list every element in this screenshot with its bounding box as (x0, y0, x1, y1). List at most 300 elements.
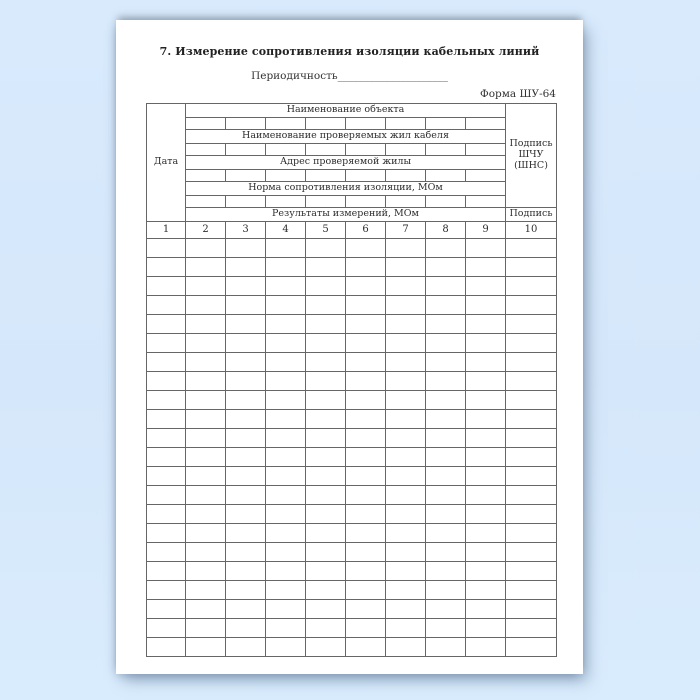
empty-cell (186, 277, 226, 296)
empty-cell (306, 118, 346, 130)
empty-cell (426, 296, 466, 315)
empty-cell (186, 118, 226, 130)
empty-cell (186, 372, 226, 391)
empty-cell (506, 543, 557, 562)
empty-cell (346, 296, 386, 315)
empty-cell (147, 524, 186, 543)
empty-cell (346, 486, 386, 505)
empty-cell (506, 391, 557, 410)
empty-cell (147, 353, 186, 372)
empty-cell (306, 277, 346, 296)
empty-cell (147, 486, 186, 505)
empty-cell (186, 353, 226, 372)
empty-cell (466, 543, 506, 562)
empty-cell (506, 486, 557, 505)
empty-cell (386, 315, 426, 334)
empty-cell (386, 486, 426, 505)
empty-cell (386, 467, 426, 486)
empty-cell (226, 144, 266, 156)
empty-cell (386, 638, 426, 657)
empty-cell (306, 353, 346, 372)
empty-cell (226, 277, 266, 296)
empty-cell (426, 372, 466, 391)
periodicity-line (116, 70, 583, 82)
column-number-cell: 9 (466, 222, 506, 239)
empty-cell (426, 353, 466, 372)
body-row (147, 448, 557, 467)
empty-cell (306, 296, 346, 315)
body-row (147, 486, 557, 505)
body-row (147, 372, 557, 391)
empty-cell (426, 315, 466, 334)
column-number-cell: 6 (346, 222, 386, 239)
section-header-cell: Наименование объекта (186, 104, 506, 118)
empty-cell (426, 277, 466, 296)
empty-cell (426, 239, 466, 258)
empty-cell (466, 353, 506, 372)
empty-cell (506, 410, 557, 429)
empty-cell (506, 372, 557, 391)
empty-cell (346, 391, 386, 410)
empty-cell (226, 391, 266, 410)
empty-cell (346, 581, 386, 600)
empty-cell (506, 296, 557, 315)
empty-cell (466, 372, 506, 391)
empty-cell (426, 118, 466, 130)
empty-cell (186, 296, 226, 315)
empty-cell (226, 315, 266, 334)
empty-cell (306, 600, 346, 619)
section-header-cell: Наименование проверяемых жил кабеля (186, 130, 506, 144)
empty-cell (506, 581, 557, 600)
empty-cell (147, 600, 186, 619)
periodicity-label: Периодичность (251, 70, 338, 82)
empty-cell (186, 410, 226, 429)
empty-cell (266, 170, 306, 182)
empty-cell (147, 467, 186, 486)
empty-cell (226, 638, 266, 657)
empty-cell (266, 505, 306, 524)
empty-cell (426, 638, 466, 657)
empty-cell (466, 600, 506, 619)
empty-cell (186, 196, 226, 208)
empty-cell (266, 486, 306, 505)
empty-cell (466, 170, 506, 182)
empty-cell (266, 638, 306, 657)
empty-cell (266, 353, 306, 372)
empty-cell (506, 239, 557, 258)
empty-cell (466, 391, 506, 410)
empty-cell (226, 410, 266, 429)
empty-cell (346, 258, 386, 277)
empty-cell (186, 334, 226, 353)
empty-cell (266, 619, 306, 638)
empty-cell (306, 448, 346, 467)
empty-cell (226, 239, 266, 258)
empty-cell (346, 372, 386, 391)
empty-cell (186, 619, 226, 638)
column-number-cell: 2 (186, 222, 226, 239)
empty-cell (186, 170, 226, 182)
empty-cell (226, 505, 266, 524)
body-row (147, 410, 557, 429)
empty-cell (226, 118, 266, 130)
sign-header-cell: Подпись ШЧУ (ШНС) (506, 104, 557, 208)
body-row (147, 391, 557, 410)
empty-cell (386, 353, 426, 372)
empty-cell (226, 600, 266, 619)
empty-cell (306, 524, 346, 543)
label-row (147, 182, 557, 196)
empty-cell (186, 543, 226, 562)
body-row (147, 277, 557, 296)
empty-cell (506, 467, 557, 486)
empty-cell (346, 467, 386, 486)
empty-cell (306, 315, 346, 334)
empty-cell (466, 315, 506, 334)
sign-column-header-cell: Подпись (506, 208, 557, 222)
empty-cell (147, 334, 186, 353)
empty-cell (506, 277, 557, 296)
empty-cell (346, 334, 386, 353)
body-row (147, 619, 557, 638)
empty-cell (466, 448, 506, 467)
empty-cell (506, 258, 557, 277)
empty-cell (386, 118, 426, 130)
empty-cell (506, 448, 557, 467)
empty-cell (147, 277, 186, 296)
empty-cell (386, 543, 426, 562)
empty-cell (306, 638, 346, 657)
empty-cell (147, 410, 186, 429)
empty-cell (466, 239, 506, 258)
empty-cell (266, 258, 306, 277)
body-row (147, 505, 557, 524)
body-row (147, 334, 557, 353)
results-header-cell: Результаты измерений, МОм (186, 208, 506, 222)
column-number-cell: 5 (306, 222, 346, 239)
empty-cell (186, 448, 226, 467)
empty-cell (306, 467, 346, 486)
empty-cell (346, 410, 386, 429)
body-row (147, 638, 557, 657)
empty-cell (306, 334, 346, 353)
body-row (147, 258, 557, 277)
body-row (147, 467, 557, 486)
empty-cell (226, 196, 266, 208)
empty-cell (147, 239, 186, 258)
empty-cell (306, 429, 346, 448)
empty-cell (186, 429, 226, 448)
empty-cell (147, 258, 186, 277)
empty-cell (266, 118, 306, 130)
empty-cell (147, 391, 186, 410)
empty-cell (147, 372, 186, 391)
empty-cell (147, 505, 186, 524)
form-table (146, 103, 557, 657)
body-row (147, 581, 557, 600)
empty-cell (346, 239, 386, 258)
empty-cell (346, 600, 386, 619)
empty-cell (186, 258, 226, 277)
empty-cell (386, 600, 426, 619)
empty-cell (386, 144, 426, 156)
empty-cell (266, 448, 306, 467)
empty-cell (346, 196, 386, 208)
results-row (147, 208, 557, 222)
empty-cell (346, 315, 386, 334)
empty-cell (226, 170, 266, 182)
numbers-row (147, 222, 557, 239)
empty-cell (306, 505, 346, 524)
empty-cell (466, 429, 506, 448)
empty-cell (386, 524, 426, 543)
empty-cell (426, 258, 466, 277)
empty-cell (266, 524, 306, 543)
paper-sheet (116, 20, 583, 674)
empty-cell (147, 543, 186, 562)
empty-cell (306, 196, 346, 208)
empty-cell (426, 524, 466, 543)
empty-cell (386, 196, 426, 208)
empty-cell (226, 296, 266, 315)
empty-cell (226, 334, 266, 353)
empty-cell (386, 448, 426, 467)
column-number-cell: 1 (147, 222, 186, 239)
empty-cell (346, 543, 386, 562)
empty-cell (306, 619, 346, 638)
empty-cell (426, 334, 466, 353)
body-row (147, 239, 557, 258)
empty-cell (466, 638, 506, 657)
empty-cell (506, 638, 557, 657)
empty-cell (466, 296, 506, 315)
empty-cell (466, 277, 506, 296)
empty-cell (466, 410, 506, 429)
empty-cell (266, 372, 306, 391)
body-row (147, 524, 557, 543)
empty-cell (466, 486, 506, 505)
empty-cell (226, 467, 266, 486)
column-number-cell: 3 (226, 222, 266, 239)
empty-cell (426, 467, 466, 486)
empty-cell (386, 581, 426, 600)
empty-cell (506, 315, 557, 334)
empty-cell (226, 429, 266, 448)
empty-cell (266, 543, 306, 562)
empty-cell (306, 258, 346, 277)
empty-cell (346, 144, 386, 156)
empty-cell (466, 581, 506, 600)
empty-cell (306, 581, 346, 600)
empty-cell (466, 118, 506, 130)
date-header-cell: Дата (147, 104, 186, 222)
form-code-label: Форма ШУ-64 (479, 88, 556, 100)
empty-hrow (147, 196, 557, 208)
empty-cell (466, 524, 506, 543)
empty-cell (386, 410, 426, 429)
empty-cell (386, 372, 426, 391)
empty-cell (147, 315, 186, 334)
empty-cell (386, 239, 426, 258)
empty-cell (506, 334, 557, 353)
empty-cell (226, 353, 266, 372)
empty-cell (186, 638, 226, 657)
empty-cell (266, 277, 306, 296)
section-header-cell: Адрес проверяемой жилы (186, 156, 506, 170)
empty-cell (346, 277, 386, 296)
empty-cell (466, 258, 506, 277)
empty-cell (346, 524, 386, 543)
empty-cell (506, 600, 557, 619)
empty-cell (226, 258, 266, 277)
empty-hrow (147, 118, 557, 130)
empty-cell (306, 562, 346, 581)
empty-cell (186, 581, 226, 600)
empty-cell (506, 562, 557, 581)
empty-cell (346, 638, 386, 657)
empty-cell (186, 144, 226, 156)
empty-cell (186, 315, 226, 334)
empty-cell (226, 448, 266, 467)
empty-cell (186, 524, 226, 543)
empty-cell (426, 410, 466, 429)
empty-cell (426, 448, 466, 467)
empty-cell (466, 505, 506, 524)
empty-cell (426, 429, 466, 448)
empty-cell (147, 429, 186, 448)
body-row (147, 543, 557, 562)
empty-cell (306, 410, 346, 429)
empty-cell (226, 619, 266, 638)
empty-cell (266, 562, 306, 581)
body-row (147, 600, 557, 619)
empty-cell (426, 486, 466, 505)
empty-cell (186, 600, 226, 619)
empty-cell (266, 410, 306, 429)
empty-cell (426, 581, 466, 600)
empty-cell (346, 505, 386, 524)
empty-cell (147, 562, 186, 581)
empty-cell (306, 543, 346, 562)
section-header-cell: Норма сопротивления изоляции, МОм (186, 182, 506, 196)
empty-cell (466, 196, 506, 208)
empty-cell (186, 239, 226, 258)
label-row (147, 130, 557, 144)
empty-cell (266, 239, 306, 258)
empty-cell (266, 315, 306, 334)
empty-cell (506, 429, 557, 448)
empty-cell (346, 118, 386, 130)
body-row (147, 315, 557, 334)
empty-cell (226, 486, 266, 505)
empty-cell (226, 524, 266, 543)
empty-cell (266, 467, 306, 486)
empty-cell (386, 505, 426, 524)
column-number-cell: 8 (426, 222, 466, 239)
empty-cell (266, 196, 306, 208)
empty-cell (426, 170, 466, 182)
empty-cell (386, 619, 426, 638)
empty-cell (466, 144, 506, 156)
empty-cell (466, 334, 506, 353)
empty-cell (266, 429, 306, 448)
empty-cell (466, 562, 506, 581)
column-number-cell: 7 (386, 222, 426, 239)
empty-cell (386, 562, 426, 581)
column-number-cell: 10 (506, 222, 557, 239)
column-number-cell: 4 (266, 222, 306, 239)
empty-cell (306, 391, 346, 410)
empty-cell (386, 296, 426, 315)
empty-cell (147, 296, 186, 315)
empty-cell (346, 170, 386, 182)
empty-cell (346, 448, 386, 467)
empty-cell (506, 524, 557, 543)
empty-cell (186, 467, 226, 486)
empty-cell (186, 391, 226, 410)
empty-cell (306, 486, 346, 505)
empty-cell (266, 144, 306, 156)
body-row (147, 353, 557, 372)
empty-cell (147, 638, 186, 657)
empty-cell (426, 543, 466, 562)
empty-cell (386, 170, 426, 182)
empty-cell (426, 562, 466, 581)
periodicity-blank: _____________________ (337, 70, 448, 82)
page-title: 7. Измерение сопротивления изоляции кабельных линий (159, 45, 540, 58)
empty-cell (186, 486, 226, 505)
body-row (147, 429, 557, 448)
empty-cell (266, 600, 306, 619)
body-row (147, 562, 557, 581)
empty-cell (147, 581, 186, 600)
empty-cell (466, 467, 506, 486)
empty-cell (186, 505, 226, 524)
empty-cell (506, 353, 557, 372)
empty-cell (306, 170, 346, 182)
empty-cell (147, 448, 186, 467)
empty-cell (426, 505, 466, 524)
empty-cell (226, 543, 266, 562)
empty-cell (386, 277, 426, 296)
empty-cell (346, 429, 386, 448)
empty-cell (426, 600, 466, 619)
empty-cell (426, 391, 466, 410)
label-row (147, 156, 557, 170)
empty-cell (186, 562, 226, 581)
label-row (147, 104, 557, 118)
empty-cell (266, 581, 306, 600)
empty-cell (346, 562, 386, 581)
empty-cell (306, 239, 346, 258)
empty-hrow (147, 170, 557, 182)
body-row (147, 296, 557, 315)
empty-cell (266, 391, 306, 410)
empty-cell (386, 391, 426, 410)
empty-cell (266, 296, 306, 315)
empty-cell (426, 196, 466, 208)
empty-cell (346, 353, 386, 372)
empty-hrow (147, 144, 557, 156)
empty-cell (226, 372, 266, 391)
empty-cell (306, 372, 346, 391)
empty-cell (386, 334, 426, 353)
empty-cell (426, 144, 466, 156)
empty-cell (226, 581, 266, 600)
empty-cell (466, 619, 506, 638)
empty-cell (386, 258, 426, 277)
